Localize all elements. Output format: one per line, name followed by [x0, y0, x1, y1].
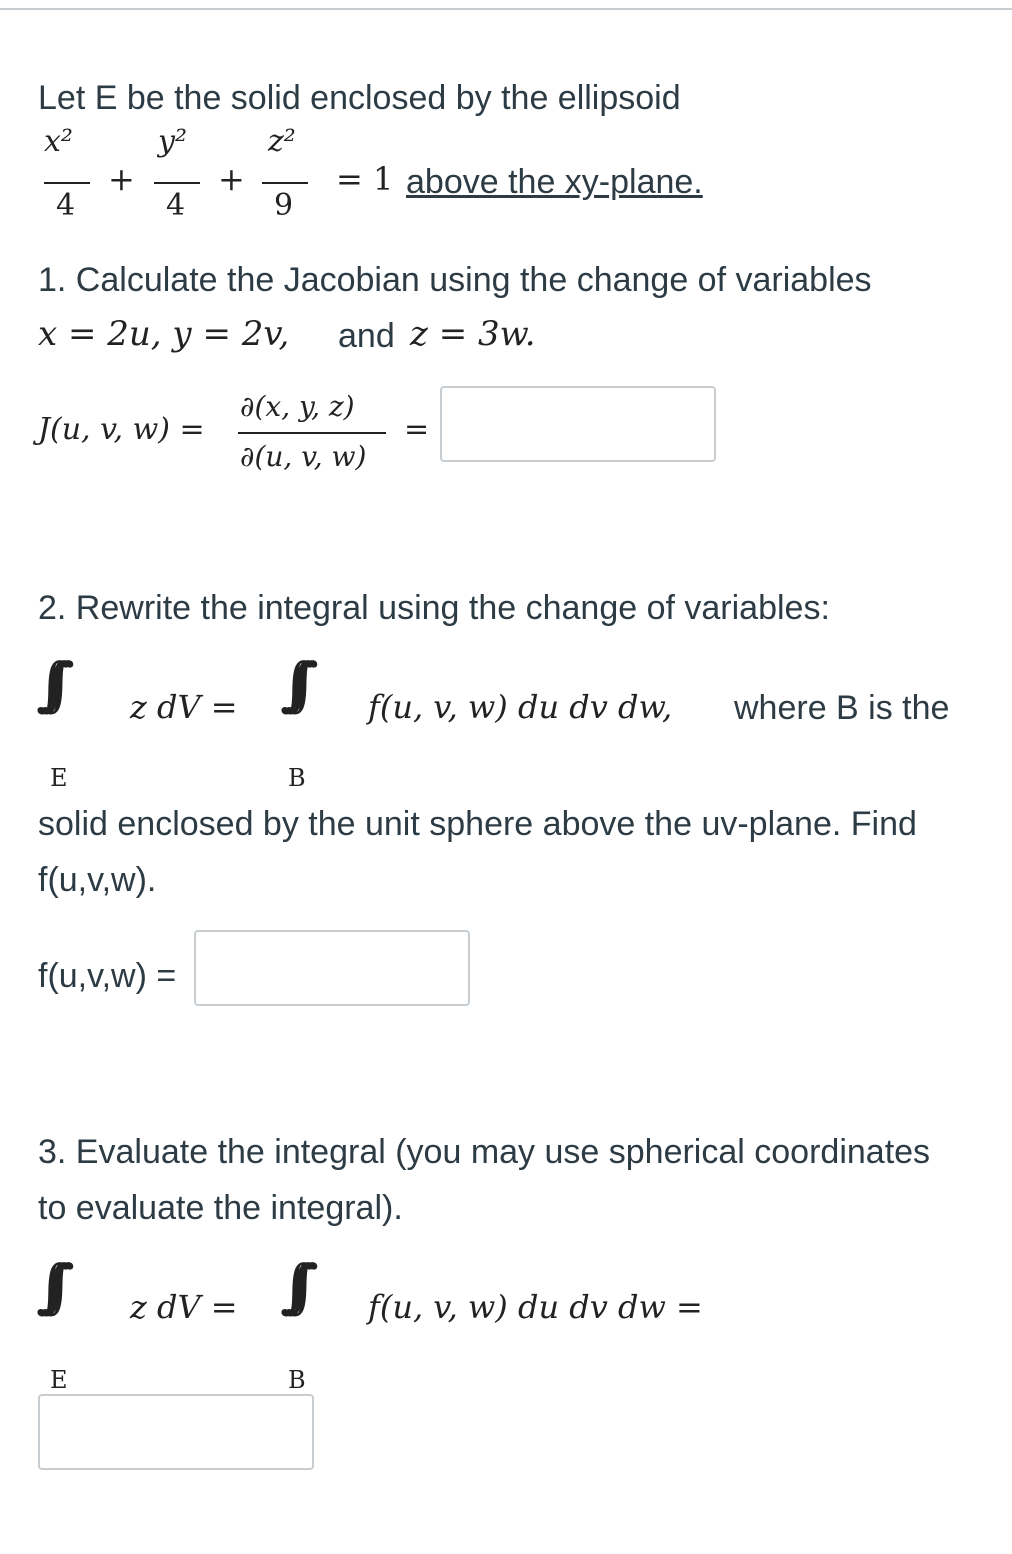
frac-y-denominator: 4 — [166, 188, 186, 223]
triple-integral-e-icon: ∫∫∫ — [36, 650, 49, 718]
frac-bar-3 — [262, 182, 308, 184]
frac-x-denominator: 4 — [56, 188, 76, 223]
where-b-text: where B is the — [734, 689, 950, 727]
intro-text: Let E be the solid enclosed by the ellipsoid — [38, 79, 681, 117]
integral-sub-b-2: B — [288, 1366, 306, 1394]
top-divider — [0, 8, 1012, 10]
part1-substitution-z: z = 3w. — [410, 314, 536, 354]
plus-sign-1: + — [108, 160, 135, 198]
triple-integral-e-icon-2: ∫∫∫ — [36, 1252, 49, 1320]
part3-heading: 3. Evaluate the integral (you may use spherical coordinates — [38, 1133, 931, 1171]
plus-sign-2: + — [218, 160, 245, 198]
integral-sub-e: E — [50, 764, 68, 792]
part1-and: and — [338, 317, 395, 355]
integral-sub-e-2: E — [50, 1366, 68, 1394]
f-uvw-answer-input[interactable] — [194, 930, 470, 1006]
frac-x-numerator: x² — [44, 124, 73, 159]
frac-y-numerator: y² — [158, 124, 187, 159]
triple-integral-b-icon: ∫∫∫ — [280, 650, 293, 718]
jacobian-frac-bar — [238, 432, 386, 434]
integral-lhs: z dV = — [130, 688, 238, 726]
jacobian-answer-input[interactable] — [440, 386, 716, 462]
part1-heading: 1. Calculate the Jacobian using the change of variables — [38, 261, 872, 299]
frac-z-denominator: 9 — [274, 188, 294, 223]
frac-z-numerator: z² — [268, 124, 296, 159]
frac-bar-2 — [154, 182, 200, 184]
jacobian-lhs: J(u, v, w) = — [38, 412, 205, 447]
part2-line3: solid enclosed by the unit sphere above the uv-plane. Find — [38, 805, 917, 843]
jacobian-denominator: ∂(u, v, w) — [240, 440, 367, 473]
triple-integral-b-icon-2: ∫∫∫ — [280, 1252, 293, 1320]
equals-one: = 1 — [336, 160, 394, 198]
integral-rhs-2: f(u, v, w) du dv dw = — [368, 1288, 703, 1326]
part1-substitution-xy: x = 2u, y = 2v, — [38, 314, 290, 354]
above-xy-plane-link[interactable]: above the xy-plane. — [406, 163, 703, 201]
integral-lhs-2: z dV = — [130, 1288, 238, 1326]
part2-heading: 2. Rewrite the integral using the change of variables: — [38, 589, 830, 627]
jacobian-equals: = — [404, 412, 430, 447]
integral-answer-input[interactable] — [38, 1394, 314, 1470]
f-uvw-label: f(u,v,w) = — [38, 957, 177, 995]
integral-rhs: f(u, v, w) du dv dw, — [368, 688, 673, 726]
jacobian-numerator: ∂(x, y, z) — [240, 390, 355, 423]
integral-sub-b: B — [288, 764, 306, 792]
frac-bar-1 — [44, 182, 90, 184]
part2-line4: f(u,v,w). — [38, 861, 157, 899]
part3-line2: to evaluate the integral). — [38, 1189, 403, 1227]
